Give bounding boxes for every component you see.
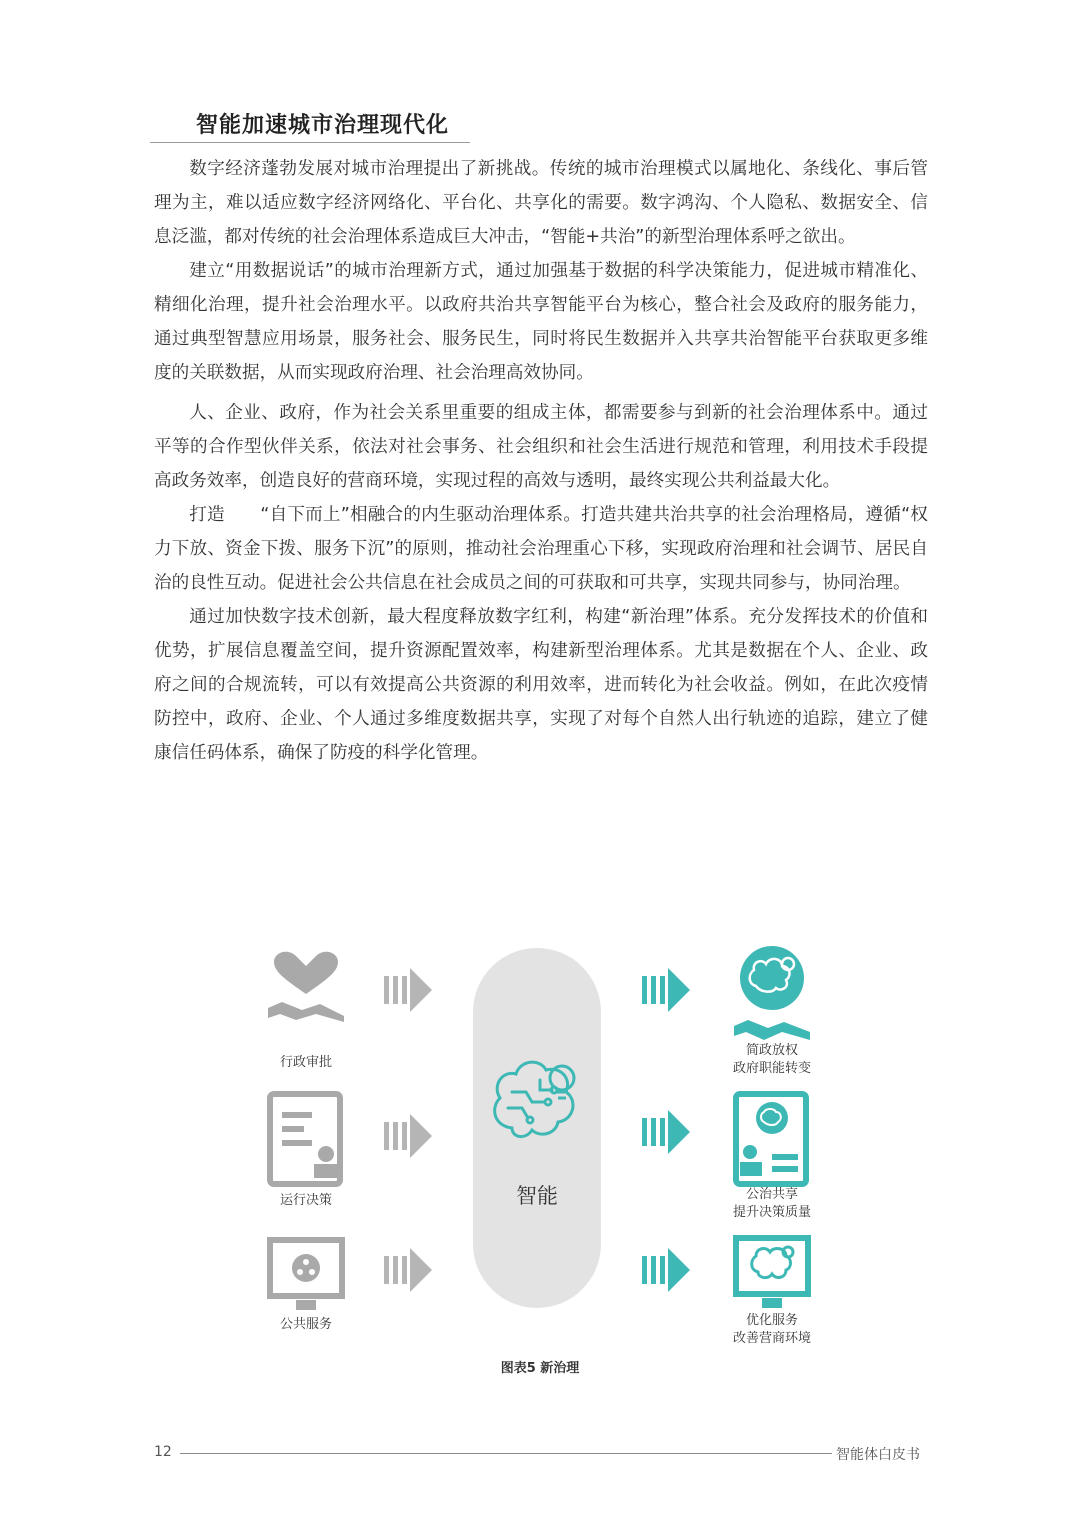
- document-stamp-icon: [266, 1090, 346, 1190]
- footer-book-title: 智能体白皮书: [836, 1447, 920, 1463]
- title-underline: [150, 142, 470, 143]
- arrow-right-2: [642, 1110, 692, 1154]
- right-node-1-line2: 政府职能转变: [732, 1061, 811, 1076]
- section-title: 智能加速城市治理现代化: [196, 113, 450, 138]
- arrow-right-3: [642, 1248, 692, 1292]
- right-node-3-line2: 改善营商环境: [732, 1331, 811, 1346]
- right-node-3-label: [692, 1312, 852, 1348]
- right-node-2-label: [692, 1186, 852, 1222]
- center-label: 智能: [516, 1184, 558, 1208]
- arrow-right-1: [642, 968, 692, 1012]
- figure-caption: 图表5 新治理: [500, 1361, 580, 1376]
- footer-rule: [180, 1453, 832, 1454]
- monitor-service-icon: [266, 1236, 346, 1316]
- brain-hand-icon: [730, 944, 814, 1044]
- body-text: [154, 152, 928, 770]
- left-node-2-label: 运行决策: [279, 1193, 332, 1208]
- paragraph-2: 建立“用数据说话”的城市治理新方式，通过加强基于数据的科学决策能力，促进城市精准化、精细化治理，提升社会治理水平。以政府共治共享智能平台为核心，整合社会及政府的服务能力，通过典型智慧应用场景，服务社会、服务民生，同时将民生数据并入共享共治智能平台获取更多维度的关联数据，从而实现政府治理、社会治理高效协同。: [154, 261, 928, 383]
- right-node-2-line1: 公治共享: [745, 1187, 798, 1202]
- brain-document-icon: [732, 1090, 812, 1190]
- left-node-3-label: 公共服务: [279, 1317, 332, 1332]
- brain-bulb-icon: [482, 1048, 592, 1158]
- right-node-1-label: [692, 1042, 852, 1078]
- paragraph-1: 数字经济蓬勃发展对城市治理提出了新挑战。传统的城市治理模式以属地化、条线化、事后管理为主，难以适应数字经济网络化、平台化、共享化的需要。数字鸿沟、个人隐私、数据安全、信息泛滥，都对传统的社会治理体系造成巨大冲击，“智能+共治”的新型治理体系呼之欲出。: [154, 159, 928, 247]
- right-node-1-line1: 简政放权: [745, 1043, 798, 1058]
- paragraph-4: 打造 “自下而上”相融合的内生驱动治理体系。打造共建共治共享的社会治理格局，遵循“权力下放、资金下拨、服务下沉”的原则，推动社会治理重心下移，实现政府治理和社会调节、居民自治的良性互动。促进社会公共信息在社会成员之间的可获取和可共享，实现共同参与，协同治理。: [154, 505, 928, 593]
- left-node-1-label: 行政审批: [279, 1055, 332, 1070]
- new-governance-figure: [0, 930, 1080, 1390]
- right-node-2-line2: 提升决策质量: [732, 1205, 811, 1220]
- arrow-left-1: [384, 968, 434, 1012]
- arrow-left-3: [384, 1248, 434, 1292]
- heart-hand-icon: [266, 946, 346, 1026]
- right-node-3-line1: 优化服务: [745, 1313, 798, 1328]
- page-number: 12: [154, 1444, 172, 1460]
- paragraph-3: 人、企业、政府，作为社会关系里重要的组成主体，都需要参与到新的社会治理体系中。通过平等的合作型伙伴关系，依法对社会事务、社会组织和社会生活进行规范和管理，利用技术手段提高政务效率，创造良好的营商环境，实现过程的高效与透明，最终实现公共利益最大化。: [154, 403, 928, 491]
- brain-monitor-icon: [732, 1234, 812, 1318]
- arrow-left-2: [384, 1114, 434, 1158]
- paragraph-5: 通过加快数字技术创新，最大程度释放数字红利，构建“新治理”体系。充分发挥技术的价值和优势，扩展信息覆盖空间，提升资源配置效率，构建新型治理体系。尤其是数据在个人、企业、政府之间的合规流转，可以有效提高公共资源的利用效率，进而转化为社会收益。例如，在此次疫情防控中，政府、企业、个人通过多维度数据共享，实现了对每个自然人出行轨迹的追踪，建立了健康信任码体系，确保了防疫的科学化管理。: [154, 607, 928, 763]
